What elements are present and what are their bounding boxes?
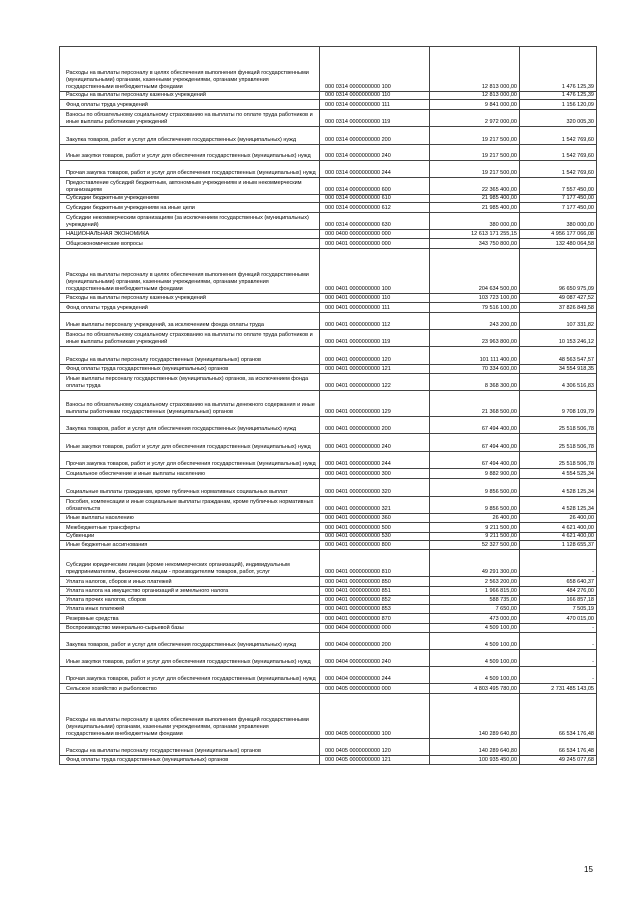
row-plan: 7 650,00 <box>430 605 520 614</box>
row-name: Уплата иных платежей <box>60 605 320 614</box>
row-fact: - <box>520 624 597 633</box>
row-fact: 320 005,30 <box>520 110 597 127</box>
table-row <box>60 605 597 614</box>
row-name: Прочая закупка товаров, работ и услуг для обеспечения государственных (муниципальных) нужд <box>60 452 320 469</box>
row-name: Сельское хозяйство и рыболовство <box>60 684 320 694</box>
row-name: Фонд оплаты труда государственных (муниципальных) органов <box>60 365 320 374</box>
row-plan: 140 289 640,80 <box>430 739 520 756</box>
row-name: Иные выплаты населению <box>60 514 320 523</box>
row-code: 000 0314 0000000000 610 <box>320 195 430 203</box>
row-name: Фонд оплаты труда учреждений <box>60 303 320 313</box>
row-name: Расходы на выплаты персоналу в целях обеспечения выполнения функций государственными (муниципальными) органами, казенными учреждениями, органами управления государственными внебюджетными фондами <box>60 47 320 92</box>
row-fact: 49 087 427,52 <box>520 294 597 303</box>
row-name: Воспроизводство минерально-сырьевой базы <box>60 624 320 633</box>
row-code: 000 0405 0000000000 121 <box>320 756 430 765</box>
row-code: 000 0401 0000000000 122 <box>320 374 430 391</box>
table-row <box>60 391 597 417</box>
row-plan: 4 509 100,00 <box>430 667 520 684</box>
row-code: 000 0405 0000000000 000 <box>320 684 430 694</box>
row-code: 000 0401 0000000000 119 <box>320 330 430 347</box>
row-code: 000 0404 0000000000 240 <box>320 650 430 667</box>
row-code: 000 0404 0000000000 000 <box>320 624 430 633</box>
row-code: 000 0401 0000000000 360 <box>320 514 430 523</box>
row-plan: 4 509 100,00 <box>430 633 520 650</box>
row-code: 000 0401 0000000000 852 <box>320 596 430 605</box>
table-row <box>60 127 597 145</box>
row-code: 000 0401 0000000000 853 <box>320 605 430 614</box>
row-name: Предоставление субсидий бюджетным, автономным учреждениям и иным некоммерческим организациям <box>60 178 320 195</box>
table-row <box>60 145 597 161</box>
row-name: Расходы на выплаты персоналу казенных учреждений <box>60 294 320 303</box>
row-code: 000 0314 0000000000 244 <box>320 161 430 178</box>
row-code: 000 0314 0000000000 100 <box>320 47 430 92</box>
row-name: Социальное обеспечение и иные выплаты населению <box>60 469 320 479</box>
row-fact: 1 156 120,09 <box>520 100 597 110</box>
table-row <box>60 756 597 765</box>
row-fact: 107 331,82 <box>520 313 597 330</box>
row-fact: - <box>520 667 597 684</box>
table-row <box>60 739 597 756</box>
row-plan: 67 494 400,00 <box>430 417 520 434</box>
row-code: 000 0401 0000000000 110 <box>320 294 430 303</box>
row-fact: 7 177 450,00 <box>520 203 597 213</box>
row-plan: 19 217 500,00 <box>430 161 520 178</box>
row-fact: 25 518 506,78 <box>520 417 597 434</box>
row-plan: 4 509 100,00 <box>430 650 520 667</box>
row-code: 000 0314 0000000000 110 <box>320 92 430 100</box>
table-row <box>60 110 597 127</box>
table-row <box>60 667 597 684</box>
row-plan: 103 723 100,00 <box>430 294 520 303</box>
row-fact: 9 708 109,79 <box>520 391 597 417</box>
row-plan: 8 368 300,00 <box>430 374 520 391</box>
row-fact: - <box>520 650 597 667</box>
row-code: 000 0401 0000000000 870 <box>320 614 430 624</box>
row-plan: 140 289 640,80 <box>430 694 520 739</box>
row-name: Субсидии бюджетным учреждениям <box>60 195 320 203</box>
table-row <box>60 374 597 391</box>
budget-table <box>59 46 597 765</box>
table-row <box>60 100 597 110</box>
row-name: Прочая закупка товаров, работ и услуг для обеспечения государственных (муниципальных) нужд <box>60 161 320 178</box>
row-plan: 12 813 000,00 <box>430 92 520 100</box>
row-name: Пособия, компенсации и иные социальные выплаты гражданам, кроме публичных нормативных обязательств <box>60 497 320 514</box>
row-plan: 9 211 500,00 <box>430 533 520 541</box>
table-row <box>60 550 597 577</box>
row-code: 000 0314 0000000000 111 <box>320 100 430 110</box>
row-code: 000 0401 0000000000 111 <box>320 303 430 313</box>
row-name: Уплата налога на имущество организаций и земельного налога <box>60 587 320 596</box>
row-code: 000 0314 0000000000 630 <box>320 213 430 230</box>
row-fact: 658 640,37 <box>520 577 597 587</box>
row-name: Резервные средства <box>60 614 320 624</box>
row-plan: 52 327 500,00 <box>430 541 520 550</box>
row-code: 000 0401 0000000000 500 <box>320 523 430 533</box>
row-plan: 49 291 300,00 <box>430 550 520 577</box>
row-name: Фонд оплаты труда учреждений <box>60 100 320 110</box>
row-fact: 7 505,19 <box>520 605 597 614</box>
row-plan: 204 634 500,00 <box>430 249 520 294</box>
row-code: 000 0401 0000000000 244 <box>320 452 430 469</box>
row-fact: 1 128 655,37 <box>520 541 597 550</box>
row-name: Уплата налогов, сборов и иных платежей <box>60 577 320 587</box>
row-plan: 588 735,00 <box>430 596 520 605</box>
row-code: 000 0401 0000000000 100 <box>320 249 430 294</box>
row-fact: 4 621 400,00 <box>520 533 597 541</box>
row-name: Иные закупки товаров, работ и услуг для обеспечения государственных (муниципальных) нужд <box>60 145 320 161</box>
row-plan: 2 563 200,00 <box>430 577 520 587</box>
table-row <box>60 365 597 374</box>
row-plan: 79 516 100,00 <box>430 303 520 313</box>
row-code: 000 0314 0000000000 240 <box>320 145 430 161</box>
table-row <box>60 650 597 667</box>
table-row <box>60 161 597 178</box>
row-plan: 343 750 800,00 <box>430 239 520 249</box>
row-code: 000 0314 0000000000 612 <box>320 203 430 213</box>
row-fact: 66 534 176,48 <box>520 694 597 739</box>
row-plan: 12 613 171 255,15 <box>430 230 520 239</box>
row-fact: - <box>520 550 597 577</box>
budget-table-body <box>60 47 597 765</box>
table-row <box>60 533 597 541</box>
table-row <box>60 577 597 587</box>
row-plan: 4 509 100,00 <box>430 624 520 633</box>
row-fact: 4 554 525,34 <box>520 469 597 479</box>
row-plan: 100 935 450,00 <box>430 756 520 765</box>
row-code: 000 0401 0000000000 300 <box>320 469 430 479</box>
table-row <box>60 596 597 605</box>
table-row <box>60 587 597 596</box>
row-code: 000 0401 0000000000 120 <box>320 347 430 365</box>
row-fact: 48 563 547,57 <box>520 347 597 365</box>
row-code: 000 0404 0000000000 244 <box>320 667 430 684</box>
table-row <box>60 469 597 479</box>
row-code: 000 0314 0000000000 200 <box>320 127 430 145</box>
table-row <box>60 417 597 434</box>
row-fact: 25 518 506,78 <box>520 434 597 452</box>
row-plan: 26 400,00 <box>430 514 520 523</box>
row-fact: 1 542 769,60 <box>520 145 597 161</box>
row-code: 000 0404 0000000000 200 <box>320 633 430 650</box>
row-name: Иные бюджетные ассигнования <box>60 541 320 550</box>
row-plan: 2 972 000,00 <box>430 110 520 127</box>
row-code: 000 0401 0000000000 320 <box>320 479 430 497</box>
row-plan: 380 000,00 <box>430 213 520 230</box>
row-code: 000 0401 0000000000 200 <box>320 417 430 434</box>
row-fact: 7 557 450,00 <box>520 178 597 195</box>
table-row <box>60 684 597 694</box>
row-code: 000 0401 0000000000 240 <box>320 434 430 452</box>
row-name: Взносы по обязательному социальному страхованию на выплаты по оплате труда работников и иные выплаты работникам учреждений <box>60 110 320 127</box>
row-code: 000 0314 0000000000 119 <box>320 110 430 127</box>
row-fact: 1 542 769,60 <box>520 161 597 178</box>
row-fact: 26 400,00 <box>520 514 597 523</box>
row-fact: 1 476 125,39 <box>520 92 597 100</box>
row-name: Расходы на выплаты персоналу казенных учреждений <box>60 92 320 100</box>
row-plan: 19 217 500,00 <box>430 127 520 145</box>
row-fact: 1 542 769,60 <box>520 127 597 145</box>
table-row <box>60 303 597 313</box>
table-row <box>60 92 597 100</box>
page-number: 15 <box>584 865 593 874</box>
row-fact: 66 534 176,48 <box>520 739 597 756</box>
row-fact: 4 956 177 066,08 <box>520 230 597 239</box>
table-row <box>60 203 597 213</box>
table-row <box>60 47 597 92</box>
row-code: 000 0401 0000000000 810 <box>320 550 430 577</box>
row-code: 000 0405 0000000000 120 <box>320 739 430 756</box>
table-row <box>60 249 597 294</box>
row-plan: 70 334 600,00 <box>430 365 520 374</box>
table-row <box>60 694 597 739</box>
row-fact: 166 857,18 <box>520 596 597 605</box>
row-plan: 12 813 000,00 <box>430 47 520 92</box>
table-row <box>60 294 597 303</box>
row-name: Закупка товаров, работ и услуг для обеспечения государственных (муниципальных) нужд <box>60 127 320 145</box>
row-name: Субсидии бюджетным учреждениям на иные цели <box>60 203 320 213</box>
row-fact: 470 015,00 <box>520 614 597 624</box>
row-code: 000 0401 0000000000 000 <box>320 239 430 249</box>
row-name: Расходы на выплаты персоналу государственных (муниципальных) органов <box>60 739 320 756</box>
row-name: Иные выплаты персоналу учреждений, за исключением фонда оплаты труда <box>60 313 320 330</box>
row-fact: 2 731 485 143,05 <box>520 684 597 694</box>
row-fact: 4 621 400,00 <box>520 523 597 533</box>
table-row <box>60 313 597 330</box>
table-row <box>60 541 597 550</box>
row-code: 000 0401 0000000000 112 <box>320 313 430 330</box>
row-plan: 243 200,00 <box>430 313 520 330</box>
row-plan: 22 365 400,00 <box>430 178 520 195</box>
row-fact: 4 306 516,83 <box>520 374 597 391</box>
row-fact: - <box>520 633 597 650</box>
row-plan: 9 882 900,00 <box>430 469 520 479</box>
row-name: Общеэкономические вопросы <box>60 239 320 249</box>
row-plan: 67 494 400,00 <box>430 452 520 469</box>
row-fact: 10 153 246,12 <box>520 330 597 347</box>
row-name: Расходы на выплаты персоналу в целях обеспечения выполнения функций государственными (муниципальными) органами, казенными учреждениями, органами управления государственными внебюджетными фондами <box>60 249 320 294</box>
row-fact: 4 528 125,34 <box>520 479 597 497</box>
table-row <box>60 452 597 469</box>
row-code: 000 0401 0000000000 129 <box>320 391 430 417</box>
table-row <box>60 434 597 452</box>
row-name: Фонд оплаты труда государственных (муниципальных) органов <box>60 756 320 765</box>
row-name: НАЦИОНАЛЬНАЯ ЭКОНОМИКА <box>60 230 320 239</box>
row-plan: 4 803 495 780,00 <box>430 684 520 694</box>
row-code: 000 0314 0000000000 600 <box>320 178 430 195</box>
row-plan: 9 211 500,00 <box>430 523 520 533</box>
table-row <box>60 347 597 365</box>
table-row <box>60 213 597 230</box>
row-name: Взносы по обязательному социальному страхованию на выплаты денежного содержания и иные выплаты работникам государственных (муниципальных) органов <box>60 391 320 417</box>
row-plan: 9 841 000,00 <box>430 100 520 110</box>
row-plan: 1 966 815,00 <box>430 587 520 596</box>
row-plan: 21 368 500,00 <box>430 391 520 417</box>
row-name: Субвенции <box>60 533 320 541</box>
row-name: Закупка товаров, работ и услуг для обеспечения государственных (муниципальных) нужд <box>60 417 320 434</box>
row-plan: 473 000,00 <box>430 614 520 624</box>
table-row <box>60 497 597 514</box>
row-code: 000 0400 0000000000 000 <box>320 230 430 239</box>
row-fact: 380 000,00 <box>520 213 597 230</box>
row-name: Расходы на выплаты персоналу в целях обеспечения выполнения функций государственными (муниципальными) органами, казенными учреждениями, органами управления государственными внебюджетными фондами <box>60 694 320 739</box>
row-name: Закупка товаров, работ и услуг для обеспечения государственных (муниципальных) нужд <box>60 633 320 650</box>
row-name: Взносы по обязательному социальному страхованию на выплаты по оплате труда работников и иные выплаты работникам учреждений <box>60 330 320 347</box>
table-row <box>60 514 597 523</box>
row-fact: 34 554 918,35 <box>520 365 597 374</box>
row-fact: 1 476 125,39 <box>520 47 597 92</box>
table-row <box>60 633 597 650</box>
row-name: Иные выплаты персоналу государственных (муниципальных) органов, за исключением фонда оплаты труда <box>60 374 320 391</box>
row-name: Межбюджетные трансферты <box>60 523 320 533</box>
row-plan: 19 217 500,00 <box>430 145 520 161</box>
row-name: Субсидии юридическим лицам (кроме некоммерческих организаций), индивидуальным предпринимателям, физическим лицам - производителям товаров, работ, услуг <box>60 550 320 577</box>
row-code: 000 0401 0000000000 121 <box>320 365 430 374</box>
row-fact: 132 480 064,58 <box>520 239 597 249</box>
row-fact: 484 276,00 <box>520 587 597 596</box>
row-code: 000 0401 0000000000 851 <box>320 587 430 596</box>
row-name: Уплата прочих налогов, сборов <box>60 596 320 605</box>
table-row <box>60 479 597 497</box>
table-row <box>60 230 597 239</box>
row-plan: 67 494 400,00 <box>430 434 520 452</box>
table-row <box>60 523 597 533</box>
row-code: 000 0401 0000000000 850 <box>320 577 430 587</box>
row-name: Иные закупки товаров, работ и услуг для обеспечения государственных (муниципальных) нужд <box>60 650 320 667</box>
row-plan: 21 985 400,00 <box>430 203 520 213</box>
row-code: 000 0401 0000000000 800 <box>320 541 430 550</box>
row-plan: 21 985 400,00 <box>430 195 520 203</box>
table-row <box>60 195 597 203</box>
table-row <box>60 624 597 633</box>
row-name: Субсидии некоммерческим организациям (за исключением государственных (муниципальных) учреждений) <box>60 213 320 230</box>
row-code: 000 0401 0000000000 530 <box>320 533 430 541</box>
row-name: Иные закупки товаров, работ и услуг для обеспечения государственных (муниципальных) нужд <box>60 434 320 452</box>
row-fact: 25 518 506,78 <box>520 452 597 469</box>
row-plan: 9 856 500,00 <box>430 497 520 514</box>
table-row <box>60 330 597 347</box>
row-plan: 101 111 400,00 <box>430 347 520 365</box>
row-fact: 4 528 125,34 <box>520 497 597 514</box>
table-row <box>60 614 597 624</box>
row-plan: 9 856 500,00 <box>430 479 520 497</box>
row-fact: 37 826 849,58 <box>520 303 597 313</box>
row-code: 000 0401 0000000000 321 <box>320 497 430 514</box>
row-fact: 49 245 077,68 <box>520 756 597 765</box>
row-code: 000 0405 0000000000 100 <box>320 694 430 739</box>
row-fact: 7 177 450,00 <box>520 195 597 203</box>
row-name: Социальные выплаты гражданам, кроме публичных нормативных социальных выплат <box>60 479 320 497</box>
row-plan: 23 963 800,00 <box>430 330 520 347</box>
table-row <box>60 239 597 249</box>
row-name: Прочая закупка товаров, работ и услуг для обеспечения государственных (муниципальных) нужд <box>60 667 320 684</box>
row-fact: 96 650 975,09 <box>520 249 597 294</box>
table-row <box>60 178 597 195</box>
row-name: Расходы на выплаты персоналу государственных (муниципальных) органов <box>60 347 320 365</box>
